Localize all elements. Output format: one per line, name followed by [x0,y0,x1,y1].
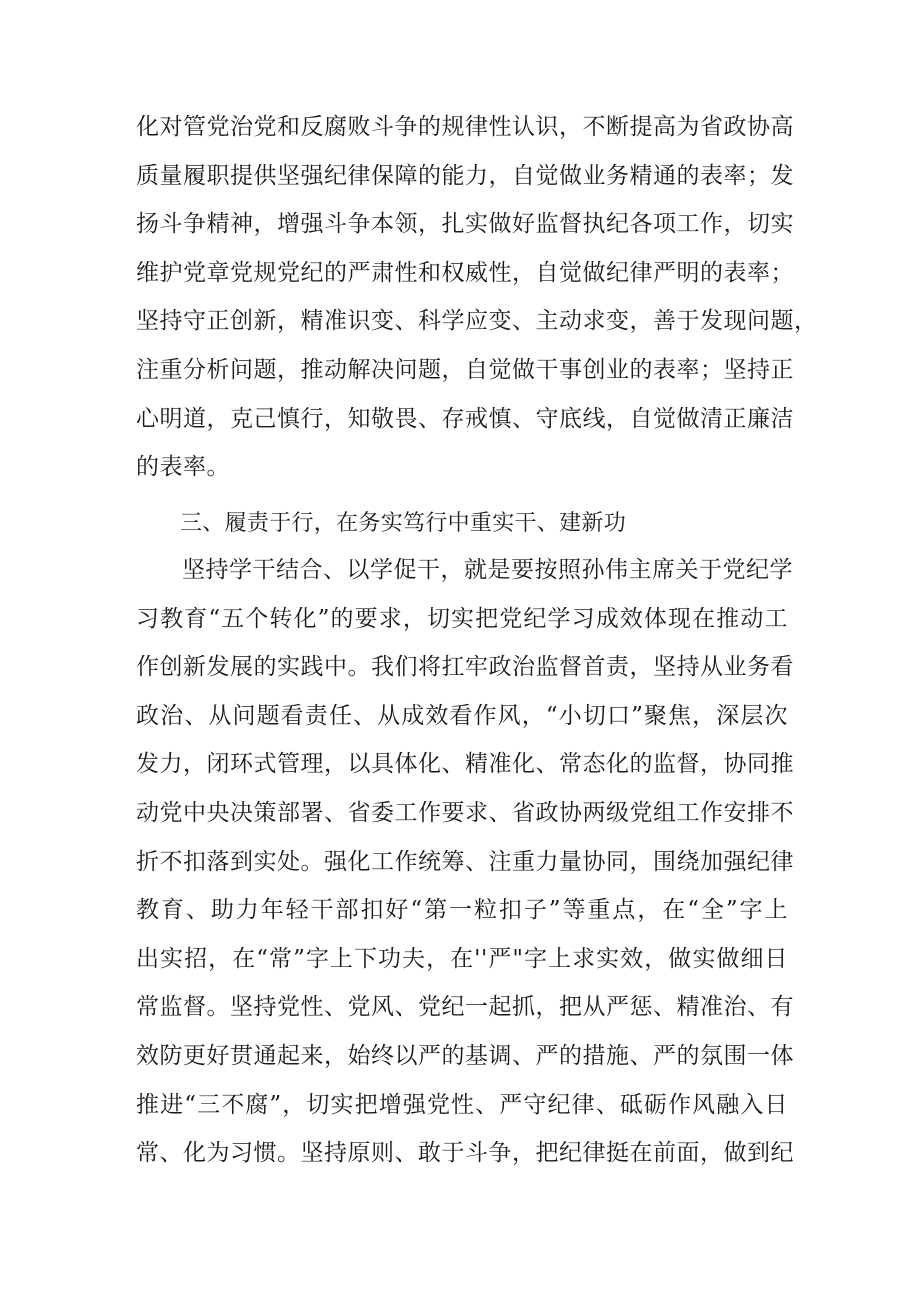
text-line: 动党中央决策部署、省委工作要求、省政协两级党组工作安排不 [136,799,794,826]
text-line: 维护党章党规党纪的严肃性和权威性，自觉做纪律严明的表率； [136,259,794,286]
body-paragraph-1 [136,103,818,492]
text-line: 化对管党治党和反腐败斗争的规律性认识，不断提高为省政协高 [136,114,794,140]
text-line: 效防更好贯通起来，始终以严的基调、严的措施、严的氛围一体 [136,1042,794,1069]
text-line: 发力，闭环式管理，以具体化、精准化、常态化的监督，协同推 [136,751,794,778]
text-line: 注重分析问题，推动解决问题，自觉做干事创业的表率；坚持正 [136,356,794,383]
text-line: 折不扣落到实处。强化工作统筹、注重力量协同，围绕加强纪律 [136,848,794,875]
text-line: 出实招，在“常”字上下功夫，在''严"字上求实效，做实做细日 [136,945,788,972]
text-line: 推进“三不腐”，切实把增强党性、严守纪律、砥砺作风融入日 [136,1091,788,1118]
text-line: 政治、从问题看责任、从成效看作风，“小切口”聚焦，深层次 [136,702,788,729]
text-line: 的表率。 [136,454,230,481]
section-heading: 三、履责于行，在务实笃行中重实干、建新功 [180,511,627,536]
text-line: 心明道，克己慎行，知敬畏、存戒慎、守底线，自觉做清正廉洁 [136,405,794,432]
text-line: 坚持学干结合、以学促干，就是要按照孙伟主席关于党纪学 [182,557,793,583]
text-line: 质量履职提供坚强纪律保障的能力，自觉做业务精通的表率；发 [136,162,794,189]
body-paragraph-2 [136,546,794,1178]
text-line: 常监督。坚持党性、党风、党纪一起抓，把从严惩、精准治、有 [136,994,794,1021]
text-line: 坚持守正创新，精准识变、科学应变、主动求变，善于发现问题， [136,308,818,335]
text-line: 常、化为习惯。坚持原则、敢于斗争，把纪律挺在前面，做到纪 [136,1140,794,1167]
text-line: 习教育“五个转化”的要求，切实把党纪学习成效体现在推动工 [136,605,788,632]
text-line: 作创新发展的实践中。我们将扛牢政治监督首责，坚持从业务看 [136,654,794,681]
text-line: 教育、助力年轻干部扣好“第一粒扣子”等重点，在“全”字上 [136,897,788,924]
text-line: 扬斗争精神，增强斗争本领，扎实做好监督执纪各项工作，切实 [136,211,794,238]
